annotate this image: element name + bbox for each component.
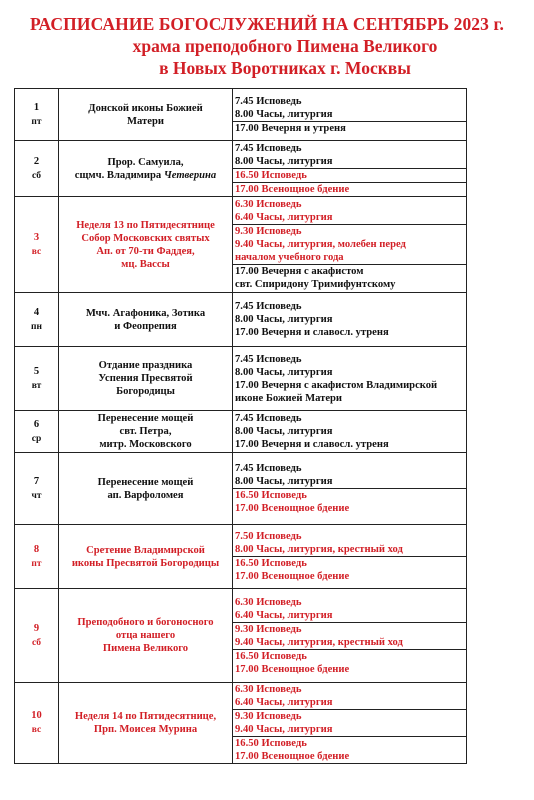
- feast-line: [59, 557, 232, 570]
- day-number: 4: [33, 306, 40, 318]
- feast-line: [59, 723, 232, 736]
- feast-line: [59, 232, 232, 245]
- schedule-row: [15, 293, 467, 347]
- feast-surname: Четверина: [163, 169, 217, 181]
- feast-text: Перенесение мощей: [97, 413, 194, 424]
- services-cell: [233, 411, 467, 453]
- service-line: 9.40 Часы, литургия: [235, 724, 333, 735]
- services-cell: [233, 525, 467, 589]
- services-cell: [233, 347, 467, 411]
- feast-line: [59, 642, 232, 655]
- feast-text: Преподобного и богоносного: [77, 617, 214, 628]
- day-of-week: ср: [31, 433, 42, 444]
- service-line: 7.45 Исповедь: [235, 301, 302, 312]
- service-line: 16.50 Исповедь: [233, 736, 466, 750]
- day-of-week: пн: [31, 321, 42, 332]
- day-number: 1: [33, 101, 40, 113]
- service-line: 7.45 Исповедь: [235, 353, 302, 365]
- service-line: 17.00 Всенощное бдение: [235, 663, 350, 675]
- feast-text: Прор. Самуила,: [107, 156, 184, 168]
- day-of-week: сб: [31, 170, 42, 181]
- feast-text: Матери: [127, 115, 164, 127]
- feast-text: Успения Пресвятой: [98, 373, 193, 384]
- feast-line: [59, 544, 232, 557]
- service-line: 8.00 Часы, литургия: [235, 476, 333, 487]
- feast-text: митр. Московского: [99, 439, 192, 450]
- service-line: 7.45 Исповедь: [235, 95, 302, 107]
- service-line: 6.30 Исповедь: [235, 596, 302, 608]
- feast-line: [59, 258, 232, 271]
- feast-text: Прп. Моисея Мурина: [93, 724, 198, 735]
- feast-text: Сретение Владимирской: [86, 544, 205, 556]
- feast-line: [59, 629, 232, 642]
- day-number: 10: [31, 710, 42, 721]
- service-line: 16.50 Исповедь: [233, 649, 466, 663]
- schedule-row: [15, 89, 467, 141]
- church-location: в Новых Воротниках г. Москвы: [159, 58, 411, 78]
- day-of-week: пт: [31, 116, 42, 127]
- service-line: 16.50 Исповедь: [233, 488, 466, 502]
- day-cell: [15, 197, 59, 293]
- feast-text: Отдание праздника: [98, 360, 193, 371]
- feast-text: Перенесение мощей: [97, 476, 194, 488]
- service-line: 8.00 Часы, литургия: [235, 108, 333, 120]
- schedule-row: [15, 347, 467, 411]
- feast-cell: [59, 141, 233, 197]
- service-line: 9.30 Исповедь: [233, 622, 466, 636]
- feast-line: [59, 115, 232, 128]
- feast-line: [59, 489, 232, 502]
- feast-line: [59, 156, 232, 169]
- service-line: 7.45 Исповедь: [235, 142, 302, 154]
- feast-cell: [59, 589, 233, 683]
- feast-line: [59, 307, 232, 320]
- service-line: 8.00 Часы, литургия, крестный ход: [235, 544, 403, 555]
- services-cell: [233, 453, 467, 525]
- day-number: 2: [33, 155, 40, 167]
- schedule-row: [15, 525, 467, 589]
- service-line: 17.00 Вечерня и утреня: [233, 121, 466, 135]
- service-line: 9.40 Часы, литургия, молебен перед: [235, 239, 406, 250]
- service-line: 6.40 Часы, литургия: [235, 212, 333, 223]
- feast-text: Пимена Великого: [102, 643, 189, 654]
- feast-line: [59, 438, 232, 451]
- day-cell: [15, 293, 59, 347]
- service-line: 17.00 Вечерня с акафистом Владимирской: [235, 379, 438, 391]
- schedule-table-body: [15, 89, 467, 764]
- schedule-title: РАСПИСАНИЕ БОГОСЛУЖЕНИЙ НА СЕНТЯБРЬ 2023 г.: [29, 14, 505, 34]
- feast-text: сщмч. Владимира: [74, 169, 164, 181]
- feast-line: [59, 102, 232, 115]
- service-line: 17.00 Вечерня и славосл. утреня: [235, 439, 389, 450]
- services-cell: [233, 589, 467, 683]
- day-of-week: вс: [31, 246, 42, 257]
- feast-cell: [59, 347, 233, 411]
- schedule-row: [15, 141, 467, 197]
- day-of-week: вт: [31, 380, 42, 391]
- day-cell: [15, 89, 59, 141]
- service-line: 8.00 Часы, литургия: [235, 426, 333, 437]
- service-line: иконе Божией Матери: [235, 392, 343, 404]
- schedule-row: [15, 453, 467, 525]
- feast-line: [59, 710, 232, 723]
- feast-line: [59, 169, 232, 182]
- feast-cell: [59, 411, 233, 453]
- day-number: 3: [33, 231, 40, 243]
- day-cell: [15, 453, 59, 525]
- feast-cell: [59, 453, 233, 525]
- day-number: 5: [33, 365, 40, 377]
- service-line: 6.30 Исповедь: [235, 684, 302, 695]
- service-line: началом учебного года: [235, 252, 344, 263]
- day-number: 6: [33, 418, 40, 430]
- feast-line: [59, 245, 232, 258]
- feast-line: [59, 476, 232, 489]
- feast-line: [59, 320, 232, 333]
- feast-text: свт. Петра,: [119, 426, 172, 437]
- feast-text: мц. Вассы: [121, 258, 170, 270]
- service-line: 17.00 Вечерня с акафистом: [233, 264, 466, 278]
- feast-cell: [59, 89, 233, 141]
- day-number: 7: [33, 475, 40, 487]
- day-cell: [15, 683, 59, 764]
- feast-cell: [59, 525, 233, 589]
- day-of-week: чт: [31, 490, 42, 501]
- schedule-row: [15, 411, 467, 453]
- service-line: 9.30 Исповедь: [233, 224, 466, 238]
- feast-cell: [59, 683, 233, 764]
- day-cell: [15, 525, 59, 589]
- feast-text: Мчч. Агафоника, Зотика: [85, 307, 206, 319]
- service-line: свт. Спиридону Тримифунтскому: [235, 279, 396, 290]
- service-line: 6.40 Часы, литургия: [235, 609, 333, 621]
- service-line: 17.00 Всенощное бдение: [235, 751, 350, 762]
- service-line: 6.40 Часы, литургия: [235, 697, 333, 708]
- service-line: 9.40 Часы, литургия, крестный ход: [235, 636, 403, 648]
- feast-text: ап. Варфоломея: [107, 489, 184, 501]
- services-cell: [233, 683, 467, 764]
- service-line: 8.00 Часы, литургия: [235, 155, 333, 167]
- feast-line: [59, 359, 232, 372]
- service-line: 7.50 Исповедь: [235, 531, 302, 542]
- feast-text: Собор Московских святых: [81, 232, 210, 244]
- feast-text: иконы Пресвятой Богородицы: [71, 557, 220, 569]
- day-cell: [15, 411, 59, 453]
- day-number: 9: [33, 622, 40, 634]
- service-line: 16.50 Исповедь: [233, 168, 466, 182]
- service-line: 6.30 Исповедь: [235, 199, 302, 210]
- day-of-week: сб: [31, 637, 42, 648]
- feast-line: [59, 616, 232, 629]
- day-cell: [15, 347, 59, 411]
- service-line: 8.00 Часы, литургия: [235, 314, 333, 325]
- schedule-row: [15, 197, 467, 293]
- service-line: 9.30 Исповедь: [233, 709, 466, 723]
- feast-line: [59, 219, 232, 232]
- feast-line: [59, 412, 232, 425]
- schedule-row: [15, 589, 467, 683]
- schedule-row: [15, 683, 467, 764]
- day-of-week: вс: [31, 725, 42, 735]
- services-cell: [233, 293, 467, 347]
- schedule-table: [14, 88, 467, 764]
- feast-text: отца нашего: [115, 630, 176, 641]
- service-line: 17.00 Вечерня и славосл. утреня: [235, 327, 389, 338]
- services-cell: [233, 197, 467, 293]
- feast-text: Донской иконы Божией: [88, 102, 203, 114]
- feast-cell: [59, 293, 233, 347]
- day-cell: [15, 589, 59, 683]
- services-cell: [233, 89, 467, 141]
- service-line: 8.00 Часы, литургия: [235, 366, 333, 378]
- feast-text: Ап. от 70-ти Фаддея,: [96, 245, 195, 257]
- feast-line: [59, 372, 232, 385]
- day-cell: [15, 141, 59, 197]
- day-number: 8: [33, 543, 40, 555]
- service-line: 17.00 Всенощное бдение: [235, 503, 350, 514]
- service-line: 17.00 Всенощное бдение: [235, 571, 350, 582]
- feast-text: Неделя 13 по Пятидесятнице: [76, 219, 215, 231]
- service-line: 17.00 Всенощное бдение: [233, 182, 466, 196]
- church-name: храма преподобного Пимена Великого: [132, 36, 438, 56]
- service-line: 16.50 Исповедь: [233, 556, 466, 570]
- feast-line: [59, 425, 232, 438]
- feast-text: и Феопрепия: [114, 320, 177, 332]
- services-cell: [233, 141, 467, 197]
- day-of-week: пт: [31, 558, 42, 569]
- feast-cell: [59, 197, 233, 293]
- service-line: 7.45 Исповедь: [235, 463, 302, 474]
- feast-text: Неделя 14 по Пятидесятнице,: [74, 711, 217, 722]
- service-line: 7.45 Исповедь: [235, 413, 302, 424]
- feast-text: Богородицы: [116, 386, 175, 397]
- feast-line: [59, 385, 232, 398]
